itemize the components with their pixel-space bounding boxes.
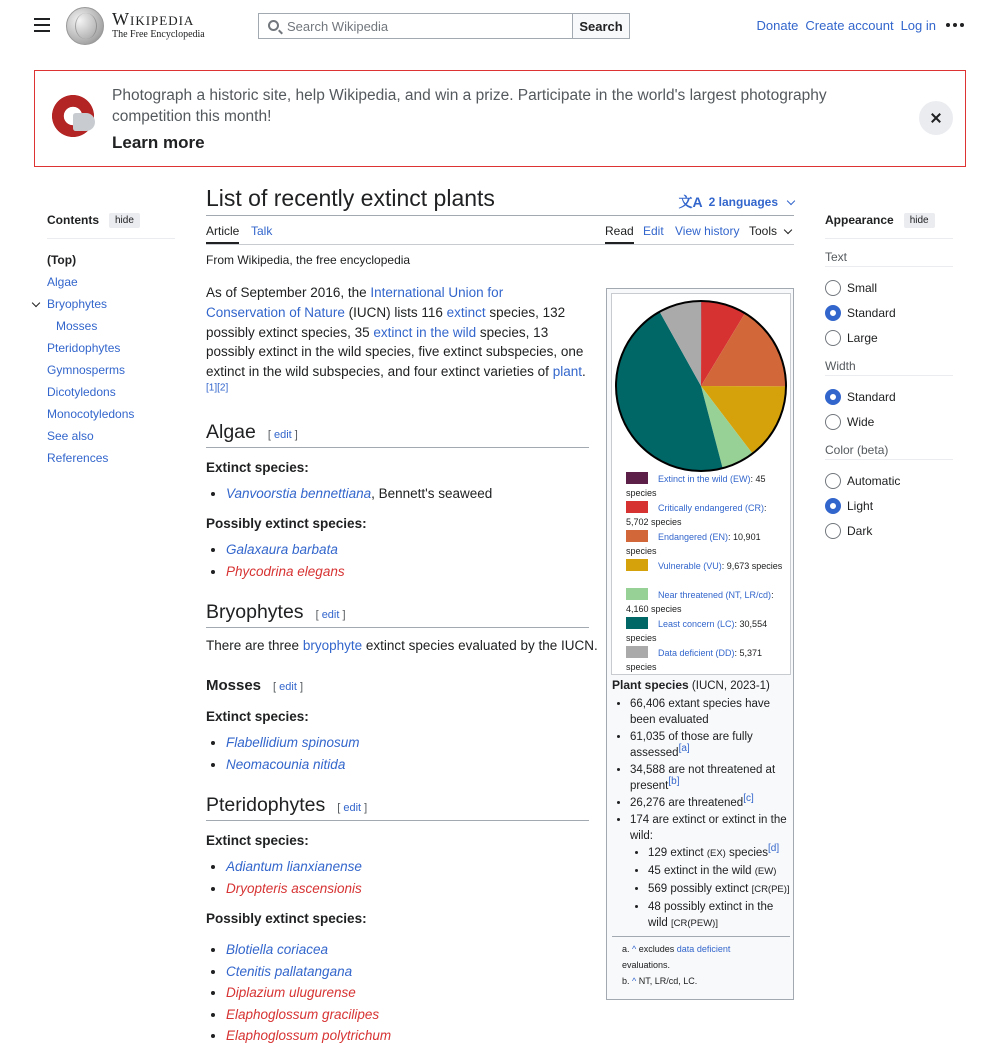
- search-icon: [268, 20, 279, 31]
- color-label: Color (beta): [825, 440, 953, 460]
- donate-link[interactable]: Donate: [756, 18, 798, 33]
- radio-color-dark[interactable]: [825, 523, 841, 539]
- species-redlink[interactable]: Diplazium ulugurense: [226, 985, 356, 1000]
- species-link[interactable]: Blotiella coriacea: [226, 942, 328, 957]
- reference-link[interactable]: [1][2]: [206, 382, 228, 393]
- stat-text: 66,406 extant species have been evaluated: [630, 698, 770, 726]
- legend-entry: [626, 559, 786, 588]
- text-size-label: Text: [825, 247, 953, 267]
- toc-item-pteridophytes[interactable]: Pteridophytes: [47, 337, 175, 359]
- radio-large[interactable]: [825, 330, 841, 346]
- color-dark[interactable]: [825, 518, 953, 543]
- note-a: [612, 941, 790, 973]
- width-wide[interactable]: [825, 409, 953, 434]
- legend-swatch: [626, 646, 648, 658]
- radio-small[interactable]: [825, 280, 841, 296]
- text: As of September 2016, the: [206, 285, 370, 300]
- note-caret[interactable]: ^: [632, 976, 636, 986]
- text: extinct species evaluated by the IUCN.: [362, 638, 598, 653]
- stat-text: 26,276 are threatened: [630, 797, 743, 809]
- language-count: 2 languages: [709, 195, 778, 209]
- stat-text: 48 possibly extinct in the wild: [648, 901, 773, 929]
- edit-section: [ edit ]: [268, 429, 298, 441]
- list-item: [226, 1004, 794, 1026]
- legend-swatch: [626, 530, 648, 542]
- stat-code: [CR(PE)]: [752, 884, 790, 895]
- species-link[interactable]: Vanvoorstia bennettiana: [226, 486, 371, 501]
- note-link[interactable]: [d]: [768, 843, 779, 854]
- infobox-body: [612, 677, 790, 989]
- section-heading-algae: [206, 422, 589, 448]
- infobox-title-suffix: (IUCN, 2023-1): [689, 680, 770, 692]
- note-text: excludes: [636, 944, 677, 954]
- site-header: [0, 0, 1000, 52]
- stat-text: 34,588 are not threatened at present: [630, 764, 775, 792]
- note-link[interactable]: [a]: [679, 743, 690, 754]
- list-item: [630, 762, 790, 794]
- species-link[interactable]: Ctenitis pallatangana: [226, 964, 352, 979]
- radio-label: Standard: [847, 306, 896, 320]
- note-caret[interactable]: ^: [632, 944, 636, 954]
- edit-section: [ edit ]: [316, 609, 346, 621]
- legend-entry: [626, 530, 786, 559]
- heading-text: Algae: [206, 421, 256, 443]
- extinct-species-label: Extinct species:: [206, 707, 794, 727]
- toc-item-bryophytes[interactable]: Bryophytes: [47, 293, 175, 315]
- wordmark-title: Wikipedia: [112, 10, 205, 28]
- edit-link[interactable]: edit: [274, 429, 292, 441]
- search-button[interactable]: Search: [572, 14, 629, 38]
- tools-label: Tools: [749, 224, 777, 238]
- species-link[interactable]: Galaxaura barbata: [226, 542, 338, 557]
- chevron-down-icon: [787, 196, 795, 204]
- legend-swatch: [626, 472, 648, 484]
- list-item: [630, 729, 790, 761]
- extinct-in-the-wild-link[interactable]: extinct in the wild: [373, 325, 476, 340]
- appearance-title: Appearance: [825, 213, 894, 227]
- heading-text: Mosses: [206, 677, 261, 694]
- stat-text: 45 extinct in the wild: [648, 865, 755, 877]
- search-input[interactable]: [259, 14, 572, 38]
- infobox-title-text: Plant species: [612, 678, 689, 692]
- appearance-hide-button[interactable]: hide: [904, 213, 935, 228]
- toc-item-top[interactable]: (Top): [47, 249, 175, 271]
- extinct-species-label: Extinct species:: [206, 831, 794, 851]
- possibly-extinct-label: Possibly extinct species:: [206, 514, 794, 534]
- legend-entry: [626, 617, 786, 646]
- note-text: NT, LR/cd, LC.: [636, 976, 697, 986]
- legend-count: : 30,554 species: [626, 619, 767, 643]
- appearance-panel: [825, 220, 953, 547]
- text: species, 13 possibly extinct in the wild species, five extinct subspecies, one extinct in the wild subspecies, and four extinct varieties of: [206, 325, 583, 380]
- stat-code: (EW): [755, 866, 777, 877]
- page-tabs: [206, 216, 794, 245]
- legend-entry: [626, 588, 786, 617]
- pie-chart-panel: [611, 293, 791, 675]
- width-standard[interactable]: [825, 384, 953, 409]
- infobox: [606, 288, 794, 1000]
- user-links: [756, 18, 936, 33]
- chevron-down-icon[interactable]: [32, 299, 40, 307]
- color-light[interactable]: [825, 493, 953, 518]
- tab-edit[interactable]: Edit: [643, 224, 664, 238]
- data-deficient-link[interactable]: data deficient: [677, 944, 731, 954]
- list-item: [630, 795, 790, 811]
- legend-category-link[interactable]: Data deficient (DD): [658, 648, 735, 658]
- search-box: [258, 13, 630, 39]
- legend-category-link[interactable]: Extinct in the wild (EW): [658, 474, 751, 484]
- radio-label: Automatic: [847, 474, 900, 488]
- toc-item-algae[interactable]: Algae: [47, 271, 175, 293]
- edit-section: [ edit ]: [337, 802, 367, 814]
- tab-read[interactable]: Read: [605, 224, 634, 244]
- campaign-banner: [34, 70, 966, 167]
- note-b: [612, 973, 790, 989]
- legend-swatch: [626, 588, 648, 600]
- text-size-standard[interactable]: [825, 300, 953, 325]
- legend-category-link[interactable]: Endangered (EN): [658, 532, 728, 542]
- wordmark-tagline: The Free Encyclopedia: [112, 28, 205, 41]
- chevron-down-icon: [784, 226, 792, 234]
- toc-item-dicotyledons[interactable]: Dicotyledons: [47, 381, 175, 403]
- common-name: , Bennett's seaweed: [371, 486, 492, 501]
- legend-swatch: [626, 501, 648, 513]
- list-item: [648, 845, 790, 862]
- stat-code: (EX): [707, 848, 726, 859]
- color-automatic[interactable]: [825, 468, 953, 493]
- text: species, 132 possibly extinct species, 35: [206, 305, 565, 340]
- radio-standard-selected[interactable]: [825, 305, 841, 321]
- stat-text: 569 possibly extinct: [648, 883, 752, 895]
- legend-count: : 5,702 species: [626, 503, 767, 527]
- page-title: List of recently extinct plants: [206, 180, 794, 216]
- species-redlink[interactable]: Phycodrina elegans: [226, 564, 345, 579]
- main-menu-icon[interactable]: [34, 18, 50, 32]
- section-heading-pteridophytes: [206, 795, 589, 821]
- extinct-link[interactable]: extinct: [447, 305, 486, 320]
- toc-item-see-also[interactable]: See also: [47, 425, 175, 447]
- list-item: [630, 812, 790, 932]
- note-text: evaluations.: [622, 960, 670, 970]
- species-link[interactable]: Flabellidium spinosum: [226, 735, 360, 750]
- radio-width-wide[interactable]: [825, 414, 841, 430]
- intro-paragraph: [206, 283, 586, 402]
- radio-label: Light: [847, 499, 873, 513]
- language-icon: 文A: [679, 192, 703, 212]
- toc-hide-button[interactable]: hide: [109, 213, 140, 228]
- legend-count: : 10,901 species: [626, 532, 761, 556]
- legend-entry: [626, 501, 786, 530]
- edit-link[interactable]: edit: [343, 802, 361, 814]
- list-item: [648, 863, 790, 880]
- species-link[interactable]: Neomacounia nitida: [226, 757, 345, 772]
- site-subtitle: From Wikipedia, the free encyclopedia: [206, 253, 794, 275]
- tab-article[interactable]: Article: [206, 224, 239, 244]
- pie-chart: [612, 298, 790, 474]
- legend-count: : 9,673 species: [722, 561, 783, 571]
- radio-label: Dark: [847, 524, 872, 538]
- legend-count: : 5,371 species: [626, 648, 762, 672]
- toc-item-mosses[interactable]: Mosses: [47, 315, 175, 337]
- wikipedia-wordmark[interactable]: [112, 10, 205, 41]
- log-in-link[interactable]: Log in: [901, 18, 936, 33]
- infobox-stats-list: [612, 696, 790, 932]
- legend-category-link[interactable]: Near threatened (NT, LR/cd): [658, 590, 771, 600]
- extinct-species-label: Extinct species:: [206, 458, 794, 478]
- bryophyte-link[interactable]: bryophyte: [303, 638, 362, 653]
- species-redlink[interactable]: Dryopteris ascensionis: [226, 881, 362, 896]
- chart-legend: [626, 472, 786, 675]
- edit-section: [ edit ]: [273, 681, 303, 693]
- tab-talk[interactable]: Talk: [251, 224, 272, 238]
- heading-text: Bryophytes: [206, 601, 304, 623]
- table-of-contents: [47, 220, 175, 469]
- toc-item-monocotyledons[interactable]: Monocotyledons: [47, 403, 175, 425]
- more-options-icon[interactable]: [946, 23, 964, 27]
- possibly-extinct-label: Possibly extinct species:: [206, 909, 794, 929]
- create-account-link[interactable]: Create account: [805, 18, 893, 33]
- iucn-link[interactable]: International Union for Conservation of Nature: [206, 285, 503, 320]
- stat-text: 61,035 of those are fully assessed: [630, 731, 753, 759]
- tab-tools[interactable]: [749, 224, 791, 238]
- note-label: b.: [622, 976, 630, 986]
- text: .: [582, 364, 586, 379]
- legend-category-link[interactable]: Vulnerable (VU): [658, 561, 722, 571]
- legend-swatch: [626, 617, 648, 629]
- radio-width-standard-selected[interactable]: [825, 389, 841, 405]
- text-size-small[interactable]: [825, 275, 953, 300]
- infobox-notes: [612, 936, 790, 989]
- stat-code: [CR(PEW)]: [671, 918, 718, 929]
- stat-text: 129 extinct: [648, 847, 707, 859]
- language-button[interactable]: [679, 192, 794, 212]
- plant-link[interactable]: plant: [553, 364, 582, 379]
- stat-text: 174 are extinct or extinct in the wild:: [630, 814, 787, 842]
- close-icon[interactable]: [919, 101, 953, 135]
- radio-label: Standard: [847, 390, 896, 404]
- toc-item-gymnosperms[interactable]: Gymnosperms: [47, 359, 175, 381]
- note-label: a.: [622, 944, 630, 954]
- radio-label: Large: [847, 331, 878, 345]
- banner-message: Photograph a historic site, help Wikipedia, and win a prize. Participate in the world's largest photography competition this month!: [112, 85, 902, 127]
- legend-swatch: [626, 559, 648, 571]
- toc-title: Contents: [47, 213, 99, 227]
- text: There are three: [206, 638, 303, 653]
- legend-category-link[interactable]: Critically endangered (CR): [658, 503, 764, 513]
- width-label: Width: [825, 356, 953, 376]
- infobox-title: [612, 677, 790, 694]
- toc-item-references[interactable]: References: [47, 447, 175, 469]
- species-link[interactable]: Adiantum lianxianense: [226, 859, 362, 874]
- list-item: [226, 1025, 794, 1047]
- note-link[interactable]: [b]: [668, 776, 679, 787]
- list-item: [630, 696, 790, 728]
- radio-color-automatic[interactable]: [825, 473, 841, 489]
- edit-link[interactable]: edit: [322, 609, 340, 621]
- list-item: [648, 899, 790, 932]
- edit-link[interactable]: edit: [279, 681, 297, 693]
- banner-learn-more-link[interactable]: Learn more: [112, 133, 205, 153]
- legend-entry: [626, 472, 786, 501]
- legend-category-link[interactable]: Least concern (LC): [658, 619, 735, 629]
- heading-text: Pteridophytes: [206, 794, 325, 816]
- note-link[interactable]: [c]: [743, 793, 754, 804]
- radio-label: Wide: [847, 415, 874, 429]
- species-redlink[interactable]: Elaphoglossum gracilipes: [226, 1007, 379, 1022]
- section-heading-bryophytes: [206, 602, 589, 628]
- sub-stats-list: [630, 845, 790, 932]
- tab-view-history[interactable]: View history: [675, 224, 739, 238]
- legend-entry: [626, 646, 786, 675]
- wiki-loves-monuments-logo: [47, 93, 99, 139]
- text-size-large[interactable]: [825, 325, 953, 350]
- list-item: [648, 881, 790, 898]
- text: (IUCN) lists 116: [345, 305, 447, 320]
- wikipedia-globe-logo[interactable]: [66, 7, 104, 45]
- legend-count: : 4,160 species: [626, 590, 774, 614]
- radio-label: Small: [847, 281, 877, 295]
- species-redlink[interactable]: Elaphoglossum polytrichum: [226, 1028, 391, 1043]
- radio-color-light-selected[interactable]: [825, 498, 841, 514]
- stat-text: species: [726, 847, 768, 859]
- legend-count: : 45 species: [626, 474, 766, 498]
